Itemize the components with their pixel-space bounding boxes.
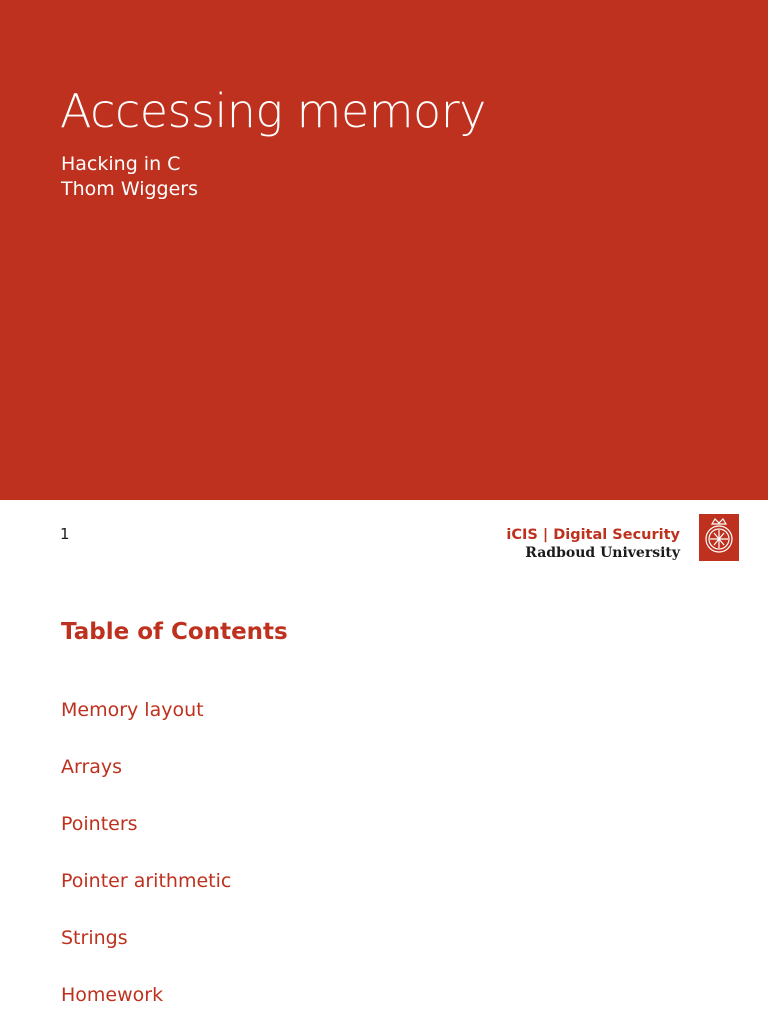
toc-title: Table of Contents: [61, 619, 288, 645]
university-label: Radboud University: [525, 545, 680, 561]
slide-title: Accessing memory: [60, 84, 486, 138]
toc-list: [61, 697, 231, 1024]
author-name: Thom Wiggers: [61, 178, 198, 200]
slide-subtitle: [61, 152, 198, 202]
course-name: Hacking in C: [61, 153, 181, 175]
toc-item-memory-layout[interactable]: Memory layout: [61, 699, 204, 721]
slide-footer: [0, 500, 768, 580]
toc-item-pointer-arithmetic[interactable]: Pointer arithmetic: [61, 870, 232, 892]
department-label: iCIS | Digital Security: [506, 527, 680, 543]
toc-item-strings[interactable]: Strings: [61, 927, 128, 949]
organization-block: [506, 526, 680, 562]
page-number: 1: [60, 525, 70, 543]
toc-item-pointers[interactable]: Pointers: [61, 813, 138, 835]
radboud-seal-icon: [699, 514, 739, 561]
title-slide: [0, 0, 768, 500]
toc-item-homework[interactable]: Homework: [61, 984, 164, 1006]
toc-item-arrays[interactable]: Arrays: [61, 756, 123, 778]
